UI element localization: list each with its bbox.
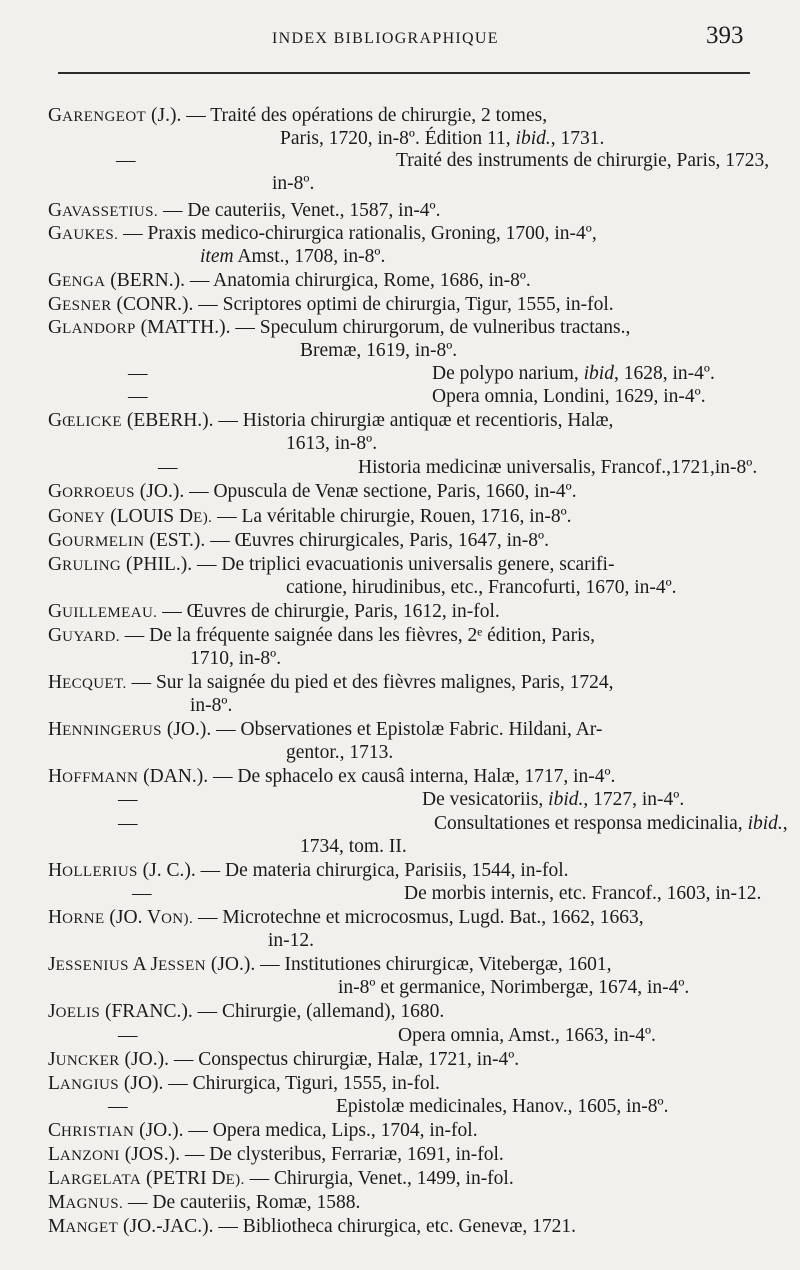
entry-title [434, 812, 788, 836]
author-name: GOURMELIN (EST.). [48, 530, 206, 551]
separator-dash: — [123, 1192, 153, 1213]
separator-dash: — [208, 766, 238, 787]
entry-text: Consultationes et responsa medicinalia, [434, 813, 748, 834]
entry-text-after: , [782, 813, 788, 834]
entry-line [48, 718, 602, 743]
separator-dash: — [183, 1120, 213, 1141]
entry-text: Historia medicinæ universalis, Francof.,1721,in-8º. [358, 457, 758, 478]
page-number: 393 [706, 22, 744, 49]
entry-line [48, 222, 597, 247]
entry-continuation: in-12. [268, 930, 315, 951]
entry-text: Opera omnia, Londini, 1629, in-4º. [432, 386, 706, 407]
entry-title [336, 1095, 668, 1119]
entry-line [158, 456, 758, 480]
entry-title: De materia chirurgica, Parisiis, 1544, in-fol. [225, 860, 569, 881]
entry-line [268, 929, 314, 953]
entry-line [118, 788, 685, 812]
entry-continuation: in-8º. [272, 173, 315, 194]
entry-line [128, 385, 706, 409]
entry-line [48, 293, 614, 318]
entry-title [396, 149, 769, 173]
entry-line [48, 906, 644, 931]
separator-dash: — [213, 410, 243, 431]
author-name: HORNE (JO. VON). [48, 907, 194, 928]
entry-line [190, 694, 232, 718]
ditto-dash: — [118, 813, 138, 834]
author-name: LARGELATA (PETRI DE). [48, 1168, 245, 1189]
author-name: GORROEUS (JO.). [48, 481, 185, 502]
separator-dash: — [163, 1073, 193, 1094]
entry-continuation: catione, hirudinibus, etc., Francofurti, 1670, in-4º. [286, 577, 677, 598]
entry-line [48, 1072, 440, 1097]
separator-dash: — [255, 954, 285, 975]
entry-line [48, 624, 595, 649]
entry-title: Conspectus chirurgiæ, Halæ, 1721, in-4º. [198, 1049, 520, 1070]
author-name: LANGIUS (JO). [48, 1073, 164, 1094]
entry-title: Opuscula de Venæ sectione, Paris, 1660, in-4º. [213, 481, 577, 502]
entry-line [48, 859, 569, 884]
entry-title: Praxis medico-chirurgica rationalis, Groning, 1700, in-4º, [147, 223, 597, 244]
entry-title: Opera medica, Lips., 1704, in-fol. [212, 1120, 478, 1141]
ditto-dash: — [118, 1025, 138, 1046]
entry-line [108, 1095, 669, 1119]
entry-title [432, 362, 715, 386]
author-name: GUYARD. [48, 625, 120, 646]
entry-line [48, 765, 615, 790]
author-name: MAGNUS. [48, 1192, 124, 1213]
separator-dash: — [126, 672, 156, 693]
entry-line [272, 172, 314, 196]
author-name: HOLLERIUS (J. C.). [48, 860, 196, 881]
entry-continuation: Amst., 1708, in-8º. [233, 246, 386, 267]
entry-text: De morbis internis, etc. Francof., 1603, in-12. [404, 883, 762, 904]
entry-text-after: , 1731. [550, 128, 605, 149]
entry-line [48, 529, 549, 554]
entry-title: Microtechne et microcosmus, Lugd. Bat., 1662, 1663, [222, 907, 644, 928]
entry-line [48, 199, 440, 224]
entry-line [48, 1143, 504, 1168]
entry-text-after: , 1628, in-4º. [613, 363, 715, 384]
entry-title [398, 1024, 656, 1048]
entry-italic: ibid [583, 363, 614, 384]
separator-dash: — [118, 223, 148, 244]
entry-line [300, 835, 407, 859]
separator-dash: — [212, 506, 242, 527]
entry-line [132, 882, 762, 906]
entry-line [116, 149, 770, 173]
entry-title: Sur la saignée du pied et des fièvres malignes, Paris, 1724, [155, 672, 614, 693]
entry-continuation: gentor., 1713. [286, 742, 394, 763]
entry-italic: ibid. [515, 128, 551, 149]
ditto-dash: — [118, 789, 138, 810]
entry-title: De la fréquente saignée dans les fièvres, 2ᵉ édition, Paris, [149, 625, 595, 646]
entry-title: De triplici evacuationis universalis genere, scarifi- [221, 554, 615, 575]
author-name: LANZONI (JOS.). [48, 1144, 180, 1165]
entry-text: De polypo narium, [432, 363, 584, 384]
entry-italic: item [200, 246, 234, 267]
separator-dash: — [195, 860, 226, 881]
separator-dash: — [193, 294, 223, 315]
entry-line [118, 1024, 656, 1048]
entry-line [128, 362, 715, 386]
author-name: GUILLEMEAU. [48, 601, 158, 622]
ditto-dash: — [128, 363, 148, 384]
entry-title: Speculum chirurgorum, de vulneribus tractans., [259, 317, 631, 338]
entry-line [48, 1167, 514, 1192]
entry-line [48, 1191, 360, 1216]
entry-title: Œuvres de chirurgie, Paris, 1612, in-fol. [186, 601, 500, 622]
entry-title: Scriptores optimi de chirurgia, Tigur, 1555, in-fol. [222, 294, 614, 315]
ditto-dash: — [108, 1096, 128, 1117]
entry-line [200, 245, 385, 269]
author-name: JESSENIUS A JESSEN (JO.). [48, 954, 256, 975]
separator-dash: — [192, 1001, 222, 1022]
entry-line [286, 741, 393, 765]
entry-line [118, 812, 788, 836]
separator-dash: — [157, 601, 187, 622]
author-name: GAUKES. [48, 223, 119, 244]
entry-line [190, 647, 281, 671]
separator-dash: — [184, 270, 214, 291]
separator-dash: — [192, 554, 222, 575]
entry-line [48, 316, 630, 341]
separator-dash: — [168, 1049, 199, 1070]
separator-dash: — [181, 105, 211, 126]
entry-italic: ibid. [548, 789, 584, 810]
author-name: GESNER (CONR.). [48, 294, 194, 315]
entry-title [404, 882, 761, 906]
entry-title: De sphacelo ex causâ interna, Halæ, 1717, in-4º. [237, 766, 616, 787]
separator-dash: — [158, 200, 188, 221]
author-name: GONEY (LOUIS DE). [48, 506, 213, 527]
entry-title: Anatomia chirurgica, Rome, 1686, in-8º. [213, 270, 531, 291]
entry-line [300, 339, 457, 363]
entry-line [48, 671, 614, 696]
separator-dash: — [119, 625, 150, 646]
entry-title [432, 385, 706, 409]
author-name: GAVASSETIUS. [48, 200, 159, 221]
separator-dash: — [205, 530, 235, 551]
separator-dash: — [230, 317, 260, 338]
ditto-dash: — [158, 457, 178, 478]
entry-title: De cauteriis, Venet., 1587, in-4º. [187, 200, 441, 221]
entry-line [48, 104, 547, 129]
entry-continuation: Bremæ, 1619, in-8º. [300, 340, 458, 361]
entry-text: Traité des instruments de chirurgie, Paris, 1723, [396, 150, 770, 171]
entry-italic: ibid. [747, 813, 783, 834]
entry-line [286, 432, 377, 456]
author-name: HOFFMANN (DAN.). [48, 766, 209, 787]
entry-continuation: in-8º et germanice, Norimbergæ, 1674, in-4º. [338, 977, 690, 998]
entry-text: De vesicatoriis, [422, 789, 549, 810]
author-name: JOELIS (FRANC.). [48, 1001, 193, 1022]
author-name: HENNINGERUS (JO.). [48, 719, 212, 740]
entry-line [48, 1215, 576, 1240]
author-name: GARENGEOT (J.). [48, 105, 182, 126]
author-name: GRULING (PHIL.). [48, 554, 193, 575]
entry-title [422, 788, 684, 812]
entry-line [48, 505, 572, 530]
separator-dash: — [193, 907, 223, 928]
entry-title: Historia chirurgiæ antiquæ et recentioris, Halæ, [242, 410, 614, 431]
entry-line [48, 1000, 444, 1025]
entry-text-after: , 1727, in-4º. [583, 789, 685, 810]
entry-line [48, 1119, 478, 1144]
author-name: CHRISTIAN (JO.). [48, 1120, 184, 1141]
entry-line [48, 409, 613, 434]
entry-title: La véritable chirurgie, Rouen, 1716, in-8º. [241, 506, 572, 527]
entry-line [48, 269, 531, 294]
entry-title: Chirurgie, (allemand), 1680. [221, 1001, 445, 1022]
entry-line [48, 600, 500, 625]
entry-continuation: 1613, in-8º. [286, 433, 378, 454]
entry-text: Epistolæ medicinales, Hanov., 1605, in-8º. [336, 1096, 669, 1117]
separator-dash: — [213, 1216, 243, 1237]
ditto-dash: — [132, 883, 152, 904]
entry-title: Chirurgia, Venet., 1499, in-fol. [273, 1168, 514, 1189]
entry-line [286, 576, 677, 600]
entry-line [48, 480, 577, 505]
entry-text: Opera omnia, Amst., 1663, in-4º. [398, 1025, 656, 1046]
entry-line [48, 553, 614, 578]
entry-continuation: 1710, in-8º. [190, 648, 282, 669]
entry-line [48, 953, 612, 978]
entry-line [48, 1048, 519, 1073]
separator-dash: — [244, 1168, 274, 1189]
entry-continuation: in-8º. [190, 695, 233, 716]
entry-title: Bibliotheca chirurgica, etc. Genevæ, 1721. [242, 1216, 576, 1237]
entry-line [338, 976, 689, 1000]
entry-title: Chirurgica, Tiguri, 1555, in-fol. [192, 1073, 440, 1094]
entry-line [280, 127, 604, 151]
entry-title: Institutiones chirurgicæ, Vitebergæ, 1601, [284, 954, 612, 975]
author-name: GENGA (BERN.). [48, 270, 185, 291]
entry-title: De cauteriis, Romæ, 1588. [152, 1192, 361, 1213]
entry-title: De clysteribus, Ferrariæ, 1691, in-fol. [209, 1144, 504, 1165]
author-name: JUNCKER (JO.). [48, 1049, 169, 1070]
author-name: MANGET (JO.-JAC.). [48, 1216, 214, 1237]
entry-title: Observationes et Epistolæ Fabric. Hildani, Ar- [240, 719, 603, 740]
author-name: GLANDORP (MATTH.). [48, 317, 231, 338]
entry-title [358, 456, 757, 480]
separator-dash: — [184, 481, 214, 502]
ditto-dash: — [116, 150, 136, 171]
entry-title: Traité des opérations de chirurgie, 2 tomes, [210, 105, 548, 126]
author-name: HECQUET. [48, 672, 127, 693]
entry-title: Œuvres chirurgicales, Paris, 1647, in-8º. [234, 530, 549, 551]
author-name: GŒLICKE (EBERH.). [48, 410, 214, 431]
ditto-dash: — [128, 386, 148, 407]
entry-continuation: Paris, 1720, in-8º. Édition 11, [280, 128, 516, 149]
separator-dash: — [211, 719, 241, 740]
running-head: INDEX BIBLIOGRAPHIQUE [272, 30, 499, 47]
separator-dash: — [179, 1144, 210, 1165]
entry-continuation: 1734, tom. II. [300, 836, 407, 857]
